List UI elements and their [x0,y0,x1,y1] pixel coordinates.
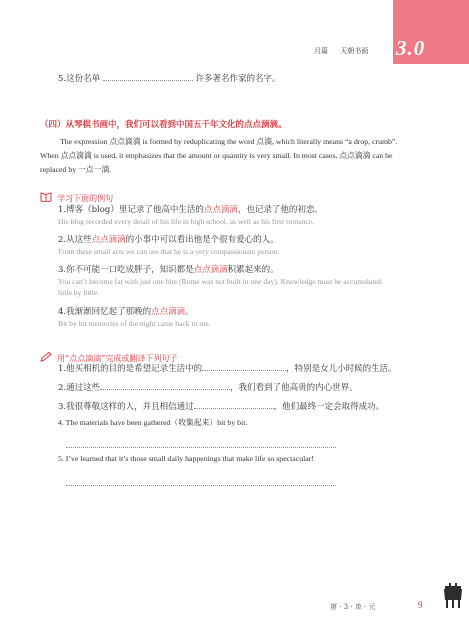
answer-line[interactable] [66,446,336,448]
blank-line[interactable] [202,362,286,371]
blank-line[interactable] [103,72,193,81]
exercise-text: ，特别是女儿小时候的生活。 [286,364,397,374]
exercise-4: 4. The materials have been gathered（收集起来）bit by bit. [58,418,248,427]
header-label-2: 天朝书画 [340,47,369,55]
example-highlight: 点点滴滴 [193,265,228,275]
examples-heading [40,186,113,205]
example-translation: His blog recorded every detail of his life in high school, as well as his first romance. [58,217,315,226]
bronze-vessel-icon [442,583,464,609]
example-translation: From these small acts we can see that he is a very compassionate person. [58,247,280,256]
page-number: 9 [418,600,423,610]
book-icon [40,192,52,202]
example-1 [58,204,323,227]
item-5-suffix: 许多著名作家的名字。 [195,74,281,84]
item-5-prefix: 5.这份名单 [58,74,101,84]
example-zh: 的小事中可以看出他是个很有爱心的人。 [125,235,279,245]
exercise-1 [58,362,397,375]
example-3 [58,264,382,298]
exercise-text: ，他们最终一定会取得成功。 [273,402,385,412]
header-labels [314,46,378,56]
section-title: （四）从琴棋书画中，我们可以看到中国五千年文化的点点滴滴。 [40,120,287,130]
explanation-paragraph [40,135,397,177]
chapter-number: 3.0 [396,36,426,60]
example-zh: 2.从这些 [58,235,92,245]
example-zh: ，也记录了他的初恋。 [237,205,323,215]
paragraph-line: When 点点滴滴 is used, it emphasizes that the amount or quantity is very small. In most cases, 点点滴滴 can be [40,151,393,160]
exercise-text: 2.通过这些 [58,383,101,393]
exercise-heading-text: 用“点点滴滴”完成或翻译下列句子 [57,354,178,363]
example-highlight: 点点滴滴 [203,205,238,215]
example-zh: 3.你不可能一口吃成胖子，知识都是 [58,265,194,275]
exercise-text: 3.我很尊敬这样的人，并且相信通过 [58,402,194,412]
example-zh: 4.我渐渐回忆起了那晚的 [58,307,152,317]
example-highlight: 点点滴滴 [151,307,186,317]
paragraph-line: The expression 点点滴滴 is formed by reduplicating the word 点滴, which literally means “a drop, crumb”. [60,137,398,146]
example-translation: little by little. [58,288,100,297]
example-zh: 积累起来的。 [227,265,279,275]
exercise-2 [58,381,358,394]
examples-heading-text: 学习下面的例句 [57,194,114,203]
paragraph-line: replaced by 一点一滴. [40,165,112,174]
pencil-icon [40,352,52,362]
example-2 [58,234,279,257]
example-translation: Bit by bit memories of the night came back to me. [58,319,211,328]
example-zh: 。 [185,307,194,317]
exercise-text: ，我们看到了他高贵的内心世界。 [230,383,358,393]
example-translation: You can’t become fat with just one bite (Rome was not built in one day). Knowledge must be accumulated [58,277,382,286]
unit-label: 第 · 3 · 单 · 元 [330,603,376,611]
example-highlight: 点点滴滴 [91,235,126,245]
item-5 [58,72,281,85]
blank-line[interactable] [194,400,274,409]
exercise-3 [58,400,384,413]
exercise-5: 5. I’ve learned that it’s those small daily happenings that make life so spectacular! [58,454,314,463]
header-label-1: 月篇 [314,47,328,55]
answer-line[interactable] [66,484,336,486]
exercise-text: 1.他买相机的目的是希望记录生活中的 [58,364,203,374]
blank-line[interactable] [100,381,230,390]
example-4 [58,306,210,329]
example-zh: 1.博客（blog）里记录了他高中生活的 [58,205,204,215]
